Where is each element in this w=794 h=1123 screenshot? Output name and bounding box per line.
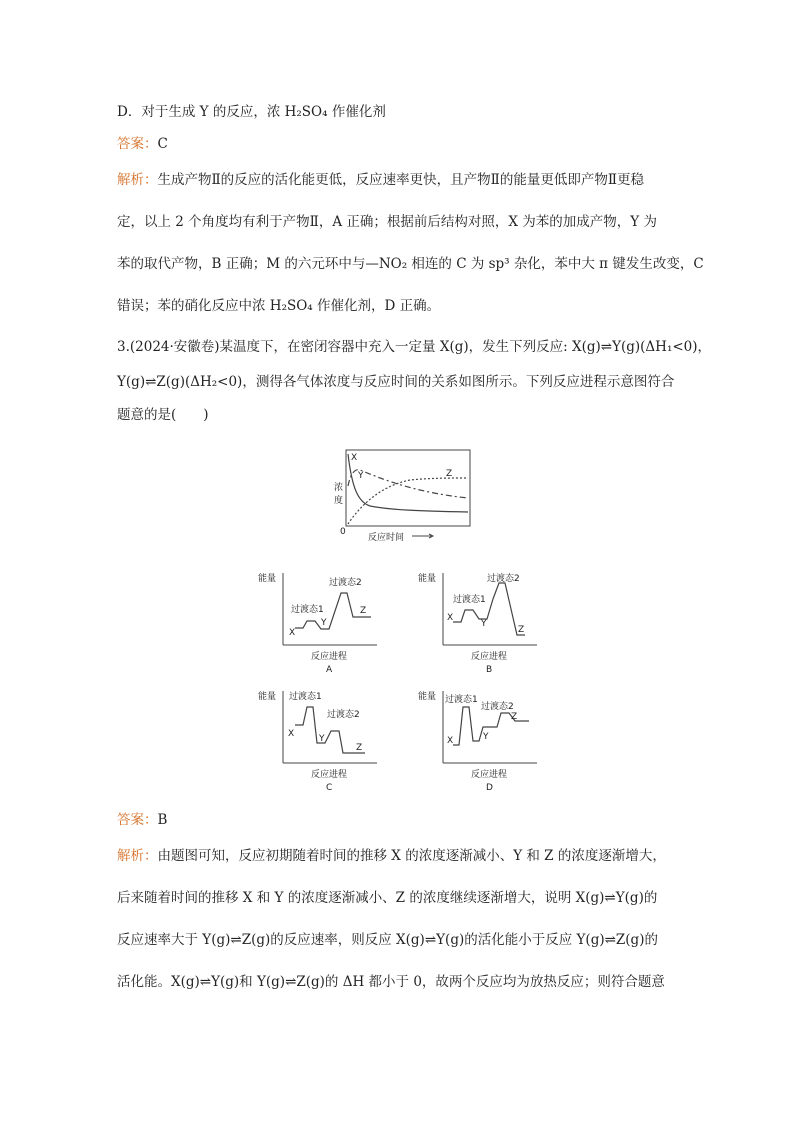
explanation2-line-3: 反应速率大于 Y(g)⇌Z(g)的反应速率，则反应 X(g)⇌Y(g)的活化能小于反应 Y(g)⇌Z(g)的 — [117, 932, 658, 948]
ts2-b: 过渡态2 — [487, 574, 520, 584]
answer-value: C — [157, 136, 168, 152]
x-curve — [348, 454, 468, 512]
y-d: Y — [483, 732, 489, 742]
path-d — [453, 707, 529, 745]
option-d: D．对于生成 Y 的反应，浓 H₂SO₄ 作催化剂 — [117, 104, 386, 120]
explanation-label: 解析： — [117, 172, 158, 188]
energy-diagram-c — [255, 683, 385, 795]
question-3-line-3: 题意的是( ) — [117, 407, 209, 423]
z-b: Z — [518, 625, 525, 635]
letter-b: B — [486, 665, 493, 675]
ts1-c: 过渡态1 — [289, 692, 322, 702]
explanation-line-2: 定，以上 2 个角度均有利于产物Ⅱ，A 正确；根据前后结构对照，X 为苯的加成产物，Y 为 — [117, 214, 657, 230]
answer-line-2 — [117, 810, 167, 830]
energy-xlabel-d: 反应进程 — [471, 770, 508, 780]
explanation-label-2: 解析： — [117, 848, 158, 864]
x-a: X — [289, 628, 296, 638]
z-a: Z — [360, 606, 367, 616]
question-3-line-2: Y(g)⇌Z(g)(ΔH₂<0)，测得各气体浓度与反应时间的关系如图所示。下列反应进程示意图符合 — [117, 374, 675, 390]
energy-xlabel-b: 反应进程 — [471, 652, 508, 662]
explanation-line-1 — [117, 170, 644, 190]
origin-label: 0 — [340, 527, 346, 537]
question-3-line-1: 3.(2024·安徽卷)某温度下，在密闭容器中充入一定量 X(g)，发生下列反应: X(g)⇌Y(g)(ΔH₁<0)， — [117, 339, 712, 355]
z-curve — [348, 478, 468, 524]
energy-ylabel-c: 能量 — [258, 692, 277, 702]
y-label: Y — [358, 471, 364, 481]
z-label: Z — [446, 469, 453, 479]
y-b: Y — [481, 619, 487, 629]
energy-ylabel-a: 能量 — [258, 574, 277, 584]
answer-value-2: B — [157, 812, 168, 828]
answer-line-1 — [117, 134, 168, 154]
z-c: Z — [356, 743, 363, 753]
explanation-line-3: 苯的取代产物，B 正确；M 的六元环中与—NO₂ 相连的 C 为 sp³ 杂化，苯中大 π 键发生改变，C — [117, 256, 704, 272]
energy-xlabel-c: 反应进程 — [311, 770, 348, 780]
letter-d: D — [486, 783, 493, 793]
explanation2-line-1 — [117, 846, 666, 866]
y-a: Y — [321, 618, 327, 628]
conc-xlabel: 反应时间 — [368, 533, 405, 543]
ts1-b: 过渡态1 — [453, 595, 486, 605]
explanation2-text: 由题图可知，反应初期随着时间的推移 X 的浓度逐渐减小、Y 和 Z 的浓度逐渐增大， — [157, 848, 666, 864]
explanation2-line-4: 活化能。X(g)⇌Y(g)和 Y(g)⇌Z(g)的 ΔH 都小于 0，故两个反应均为放热反应；则符合题意 — [117, 974, 665, 990]
conc-ylabel-1: 浓 — [334, 483, 344, 493]
energy-diagram-d — [415, 683, 545, 795]
energy-ylabel-b: 能量 — [418, 574, 437, 584]
conc-ylabel-2: 度 — [334, 496, 344, 506]
explanation-line-4: 错误；苯的硝化反应中浓 H₂SO₄ 作催化剂，D 正确。 — [117, 298, 441, 314]
ts2-a: 过渡态2 — [329, 578, 362, 588]
x-b: X — [447, 613, 454, 623]
energy-ylabel-d: 能量 — [418, 692, 437, 702]
y-c: Y — [319, 734, 325, 744]
energy-diagram-a — [255, 565, 385, 677]
concentration-time-chart — [330, 448, 475, 548]
ts2-c: 过渡态2 — [327, 710, 360, 720]
path-b — [453, 583, 525, 635]
x-d: X — [447, 736, 454, 746]
chart-frame — [346, 450, 470, 526]
energy-xlabel-a: 反应进程 — [311, 652, 348, 662]
explanation2-line-2: 后来随着时间的推移 X 和 Y 的浓度逐渐减小、Z 的浓度继续逐渐增大，说明 X(g)⇌Y(g)的 — [117, 890, 658, 906]
energy-diagram-b — [415, 565, 545, 677]
ts1-d: 过渡态1 — [445, 695, 478, 705]
letter-a: A — [326, 665, 333, 675]
explanation-text: 生成产物Ⅱ的反应的活化能更低，反应速率更快，且产物Ⅱ的能量更低即产物Ⅱ更稳 — [157, 172, 645, 188]
letter-c: C — [326, 783, 333, 793]
x-label: X — [351, 453, 358, 463]
ts2-d: 过渡态2 — [481, 702, 514, 712]
z-d: Z — [511, 712, 518, 722]
answer-label: 答案： — [117, 136, 158, 152]
x-c: X — [288, 729, 295, 739]
ts1-a: 过渡态1 — [291, 605, 324, 615]
answer-label-2: 答案： — [117, 812, 158, 828]
